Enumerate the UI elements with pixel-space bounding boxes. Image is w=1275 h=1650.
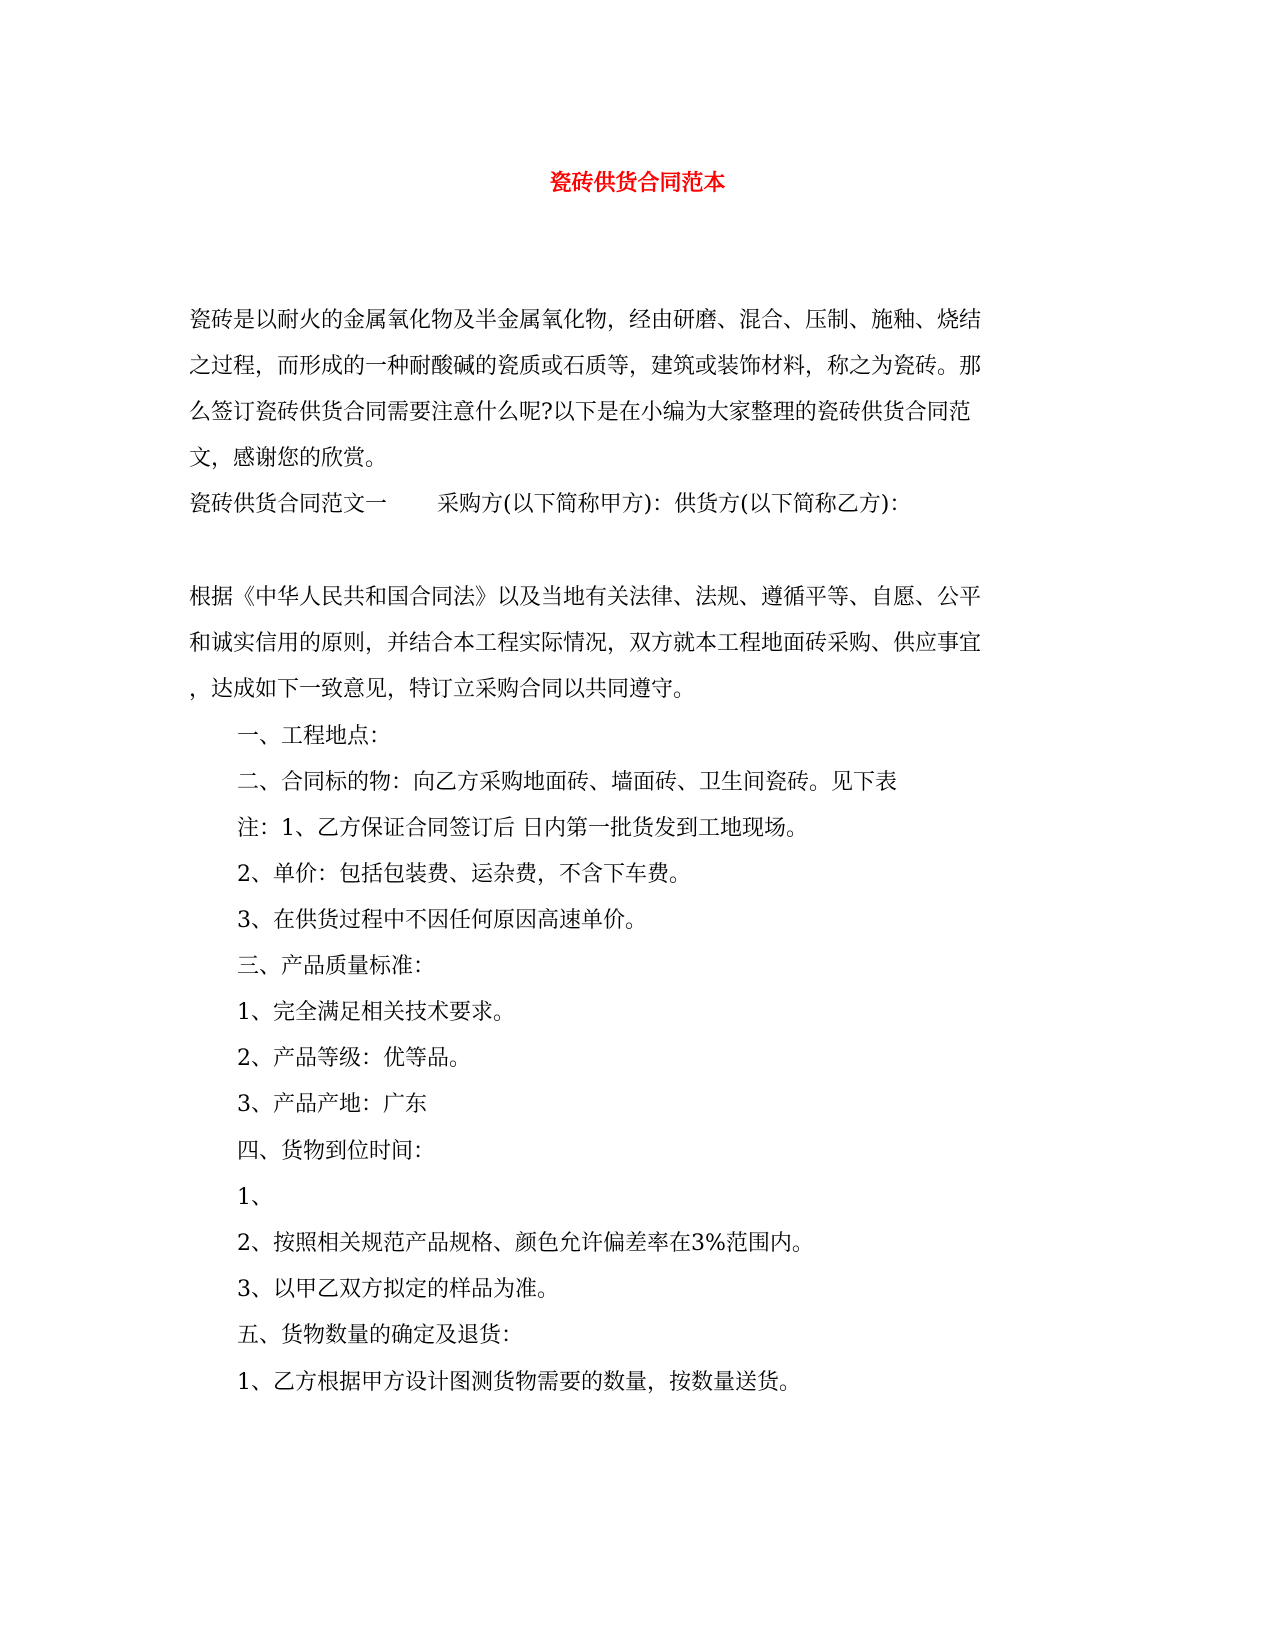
intro-line-1: 瓷砖是以耐火的金属氧化物及半金属氧化物，经由研磨、混合、压制、施釉、烧结 bbox=[189, 308, 982, 333]
preamble-line-3: ，达成如下一致意见，特订立采购合同以共同遵守。 bbox=[189, 677, 696, 702]
clause-3: 注：1、乙方保证合同签订后 日内第一批货发到工地现场。 bbox=[237, 816, 808, 841]
preamble-line-2: 和诚实信用的原则，并结合本工程实际情况，双方就本工程地面砖采购、供应事宜 bbox=[189, 631, 982, 656]
clause-4: 2、单价：包括包装费、运杂费，不含下车费。 bbox=[237, 862, 691, 887]
intro-line-3: 么签订瓷砖供货合同需要注意什么呢?以下是在小编为大家整理的瓷砖供货合同范 bbox=[189, 400, 971, 425]
preamble-line-1: 根据《中华人民共和国合同法》以及当地有关法律、法规、遵循平等、自愿、公平 bbox=[189, 585, 982, 610]
clause-6: 三、产品质量标准： bbox=[237, 954, 436, 979]
sample-heading: 瓷砖供货合同范文一 bbox=[189, 492, 388, 517]
clause-11: 1、 bbox=[237, 1185, 273, 1210]
document-title: 瓷砖供货合同范本 bbox=[549, 170, 726, 196]
clause-8: 2、产品等级：优等品。 bbox=[237, 1046, 471, 1071]
clause-15: 1、乙方根据甲方设计图测货物需要的数量，按数量送货。 bbox=[237, 1370, 801, 1395]
clause-5: 3、在供货过程中不因任何原因高速单价。 bbox=[237, 908, 647, 933]
clause-10: 四、货物到位时间： bbox=[237, 1139, 436, 1164]
clause-13: 3、以甲乙双方拟定的样品为准。 bbox=[237, 1277, 559, 1302]
clause-14: 五、货物数量的确定及退货： bbox=[237, 1323, 524, 1348]
intro-line-4: 文，感谢您的欣赏。 bbox=[189, 446, 388, 471]
intro-line-2: 之过程，而形成的一种耐酸碱的瓷质或石质等，建筑或装饰材料，称之为瓷砖。那 bbox=[189, 354, 982, 379]
clause-2: 二、合同标的物：向乙方采购地面砖、墙面砖、卫生间瓷砖。见下表 bbox=[237, 770, 898, 795]
clause-12: 2、按照相关规范产品规格、颜色允许偏差率在3%范围内。 bbox=[237, 1231, 814, 1256]
parties-text: 采购方(以下简称甲方)：供货方(以下简称乙方)： bbox=[437, 492, 912, 517]
clause-9: 3、产品产地：广东 bbox=[237, 1092, 427, 1117]
clause-7: 1、完全满足相关技术要求。 bbox=[237, 1000, 515, 1025]
clause-1: 一、工程地点： bbox=[237, 724, 392, 749]
sample-heading-line bbox=[189, 490, 911, 520]
